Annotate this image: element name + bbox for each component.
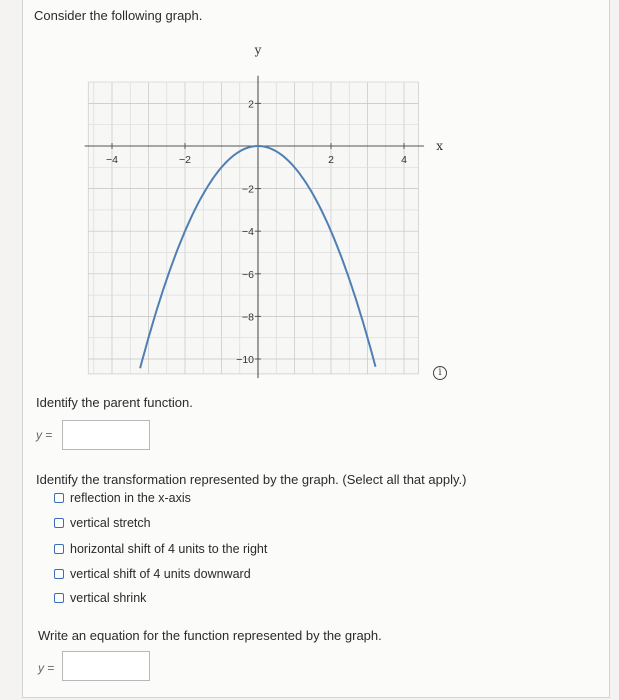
y-tick-label: −10 bbox=[236, 354, 254, 366]
option-label: reflection in the x-axis bbox=[70, 491, 191, 505]
equation-label: Write an equation for the function represented by the graph. bbox=[38, 628, 382, 643]
checkbox-vertical-shift[interactable] bbox=[54, 569, 64, 579]
checkbox-reflection[interactable] bbox=[54, 493, 64, 503]
equation-y-label bbox=[38, 661, 54, 675]
option-label: horizontal shift of 4 units to the right bbox=[70, 542, 268, 556]
y-var: y bbox=[38, 661, 44, 675]
option-label: vertical shift of 4 units downward bbox=[70, 567, 251, 581]
parabola-graph bbox=[100, 40, 444, 380]
info-icon[interactable] bbox=[433, 366, 447, 380]
x-tick-label: 4 bbox=[401, 154, 407, 166]
equals-sign: = bbox=[47, 661, 55, 675]
option-vertical-stretch[interactable] bbox=[54, 516, 151, 530]
info-glyph: i bbox=[438, 367, 442, 378]
option-vertical-shift[interactable] bbox=[54, 567, 251, 581]
y-tick-label: −2 bbox=[242, 183, 254, 196]
x-tick-label: 2 bbox=[328, 154, 334, 166]
y-axis-label: y bbox=[254, 43, 262, 57]
equation-input[interactable] bbox=[62, 651, 150, 681]
y-var: y bbox=[36, 428, 42, 442]
prompt-text: Consider the following graph. bbox=[34, 8, 203, 23]
option-label: vertical stretch bbox=[70, 516, 151, 530]
option-horizontal-shift[interactable] bbox=[54, 542, 267, 556]
transformation-label: Identify the transformation represented by the graph. (Select all that apply.) bbox=[36, 472, 467, 487]
option-vertical-shrink[interactable] bbox=[54, 591, 146, 605]
checkbox-horizontal-shift[interactable] bbox=[54, 544, 64, 554]
parent-function-input[interactable] bbox=[62, 420, 150, 450]
x-tick-label: −4 bbox=[106, 154, 118, 166]
x-tick-label: −2 bbox=[179, 154, 191, 166]
parent-function-label: Identify the parent function. bbox=[36, 395, 193, 410]
y-tick-label: −4 bbox=[242, 226, 254, 239]
y-tick-label: −6 bbox=[242, 268, 254, 281]
option-label: vertical shrink bbox=[70, 591, 147, 605]
y-tick-label: −8 bbox=[242, 311, 254, 324]
equals-sign: = bbox=[45, 428, 53, 442]
checkbox-vertical-shrink[interactable] bbox=[54, 593, 64, 603]
option-reflection[interactable] bbox=[54, 491, 191, 505]
checkbox-vertical-stretch[interactable] bbox=[54, 518, 64, 528]
y-tick-label: 2 bbox=[248, 98, 254, 111]
x-axis-label: x bbox=[436, 139, 444, 153]
parent-function-y-label bbox=[36, 428, 52, 442]
